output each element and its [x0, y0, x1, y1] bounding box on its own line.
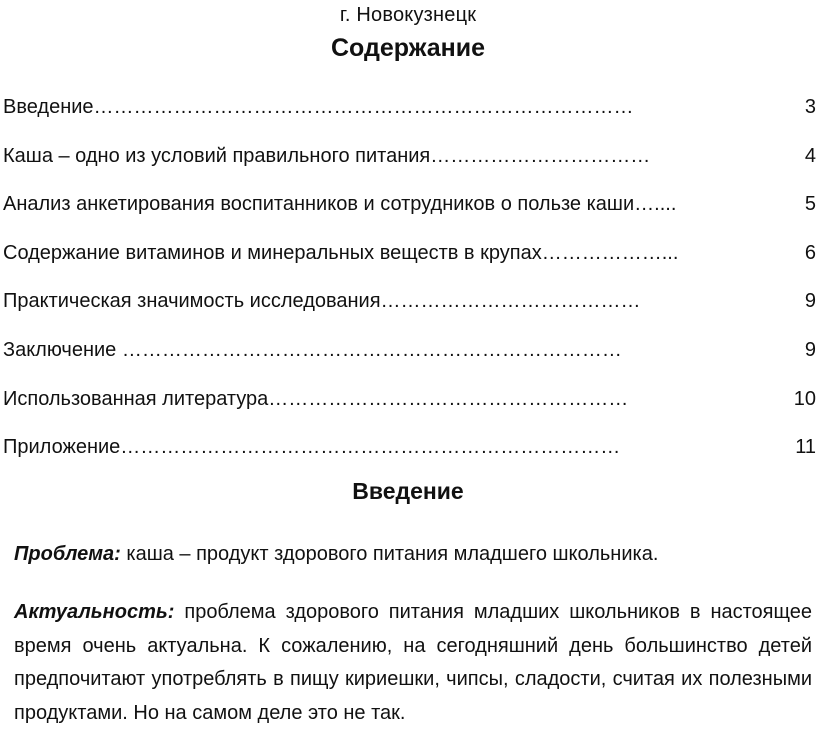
toc-heading: Содержание [330, 34, 486, 62]
toc-entry-page: 4 [804, 144, 816, 167]
toc-entry-text: Заключение ………………………………………………………………… [3, 338, 622, 361]
toc-entry-page: 11 [795, 436, 816, 459]
toc-entry-appendix [3, 432, 816, 481]
toc-entry-introduction [3, 92, 816, 141]
toc-entry-survey-analysis [3, 189, 816, 238]
problem-label: Проблема: [14, 543, 121, 565]
problem-paragraph [14, 538, 812, 572]
problem-text: каша – продукт здорового питания младшего школьника. [120, 543, 659, 565]
toc-entry-practical-significance [3, 286, 816, 335]
toc-entry-text: Анализ анкетирования воспитанников и сотрудников о пользе каши….... [3, 193, 677, 216]
toc-entry-text: Введение……………………………………………………………………… [3, 96, 634, 118]
toc-entry-text: Каша – одно из условий правильного питания…………………………… [3, 144, 651, 167]
toc-entry-page: 6 [804, 241, 816, 264]
toc-entry-text: Приложение………………………………………………………………… [3, 436, 621, 459]
toc-entry-references [3, 384, 816, 433]
toc-entry-porridge-nutrition [3, 141, 816, 190]
toc-entry-page: 10 [793, 387, 816, 410]
toc-entry-text: Использованная литература……………………………………………… [3, 387, 629, 410]
introduction-heading: Введение [352, 478, 464, 504]
toc-entry-conclusion [3, 335, 816, 384]
toc-entry-page: 3 [804, 96, 816, 118]
toc-entry-page: 5 [804, 193, 816, 216]
relevance-label: Актуальность: [14, 601, 175, 623]
toc-entry-vitamins [3, 238, 816, 287]
city-line: г. Новокузнецк [339, 4, 477, 26]
relevance-paragraph [14, 596, 812, 730]
toc-entry-text: Содержание витаминов и минеральных веществ в крупах………………... [3, 241, 679, 264]
toc-entry-page: 9 [804, 290, 816, 313]
table-of-contents [3, 92, 816, 481]
toc-entry-page: 9 [804, 338, 816, 361]
relevance-text: проблема здорового питания младших школьников в настоящее время очень актуальна. К сожалению, на сегодняшний день большинство детей предпочитают употреблять в пищу кириешки, чипсы, сладости, считая их полезными продуктами. Но на самом деле это не так. [14, 601, 812, 724]
toc-entry-text: Практическая значимость исследования………………………………… [3, 290, 641, 313]
